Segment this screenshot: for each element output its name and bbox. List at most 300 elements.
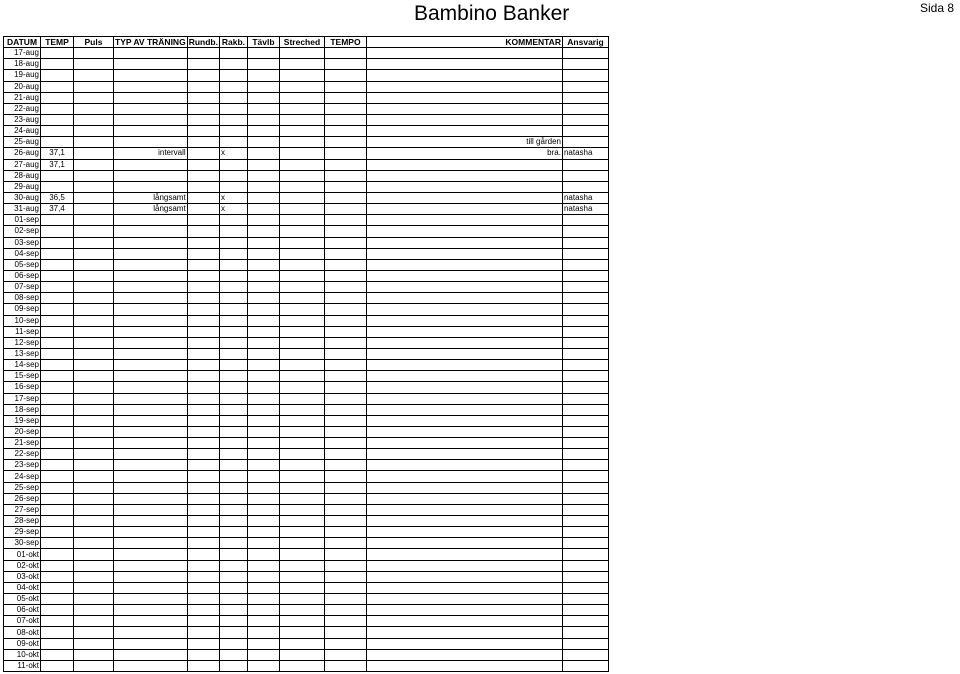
cell-kommentar[interactable] (366, 348, 562, 359)
cell-temp[interactable] (41, 516, 74, 527)
cell-streched[interactable] (279, 594, 324, 605)
cell-date[interactable]: 08-okt (4, 627, 41, 638)
cell-rakb[interactable] (219, 493, 247, 504)
cell-ansvarig[interactable]: natasha (562, 148, 608, 159)
cell-puls[interactable] (74, 471, 114, 482)
cell-tavlb[interactable] (247, 426, 279, 437)
cell-tavlb[interactable] (247, 504, 279, 515)
cell-typ[interactable] (114, 504, 188, 515)
cell-kommentar[interactable] (366, 103, 562, 114)
cell-typ[interactable] (114, 660, 188, 671)
cell-streched[interactable] (279, 582, 324, 593)
cell-date[interactable]: 30-sep (4, 538, 41, 549)
cell-typ[interactable] (114, 270, 188, 281)
cell-date[interactable]: 24-aug (4, 126, 41, 137)
cell-tempo[interactable] (324, 170, 366, 181)
cell-typ[interactable] (114, 48, 188, 59)
cell-kommentar[interactable] (366, 627, 562, 638)
cell-tavlb[interactable] (247, 371, 279, 382)
cell-rakb[interactable] (219, 103, 247, 114)
cell-streched[interactable] (279, 471, 324, 482)
cell-rundb[interactable] (187, 159, 219, 170)
cell-tempo[interactable] (324, 237, 366, 248)
cell-tempo[interactable] (324, 126, 366, 137)
cell-tempo[interactable] (324, 293, 366, 304)
cell-rakb[interactable] (219, 92, 247, 103)
cell-rakb[interactable] (219, 159, 247, 170)
cell-tavlb[interactable] (247, 605, 279, 616)
cell-tempo[interactable] (324, 549, 366, 560)
cell-typ[interactable] (114, 114, 188, 125)
cell-rundb[interactable] (187, 348, 219, 359)
cell-tempo[interactable] (324, 660, 366, 671)
cell-typ[interactable] (114, 382, 188, 393)
cell-rundb[interactable] (187, 426, 219, 437)
cell-rakb[interactable] (219, 293, 247, 304)
cell-rakb[interactable] (219, 270, 247, 281)
cell-rundb[interactable] (187, 148, 219, 159)
cell-puls[interactable] (74, 248, 114, 259)
cell-temp[interactable]: 36,5 (41, 192, 74, 203)
cell-rundb[interactable] (187, 538, 219, 549)
cell-ansvarig[interactable] (562, 460, 608, 471)
cell-tempo[interactable] (324, 337, 366, 348)
cell-streched[interactable] (279, 415, 324, 426)
cell-temp[interactable] (41, 404, 74, 415)
cell-kommentar[interactable] (366, 92, 562, 103)
cell-streched[interactable] (279, 571, 324, 582)
cell-kommentar[interactable] (366, 282, 562, 293)
cell-tavlb[interactable] (247, 560, 279, 571)
cell-tempo[interactable] (324, 627, 366, 638)
cell-tempo[interactable] (324, 304, 366, 315)
cell-typ[interactable] (114, 181, 188, 192)
cell-rundb[interactable] (187, 449, 219, 460)
cell-rakb[interactable] (219, 114, 247, 125)
cell-kommentar[interactable] (366, 393, 562, 404)
cell-tavlb[interactable] (247, 137, 279, 148)
cell-ansvarig[interactable] (562, 59, 608, 70)
cell-tavlb[interactable] (247, 549, 279, 560)
cell-puls[interactable] (74, 649, 114, 660)
cell-streched[interactable] (279, 538, 324, 549)
cell-rundb[interactable] (187, 192, 219, 203)
cell-date[interactable]: 13-sep (4, 348, 41, 359)
cell-rundb[interactable] (187, 616, 219, 627)
cell-puls[interactable] (74, 192, 114, 203)
cell-temp[interactable] (41, 493, 74, 504)
cell-tavlb[interactable] (247, 415, 279, 426)
cell-rundb[interactable] (187, 103, 219, 114)
cell-puls[interactable] (74, 315, 114, 326)
cell-tavlb[interactable] (247, 81, 279, 92)
cell-kommentar[interactable] (366, 382, 562, 393)
cell-temp[interactable] (41, 48, 74, 59)
cell-temp[interactable]: 37,1 (41, 148, 74, 159)
cell-streched[interactable] (279, 460, 324, 471)
cell-tempo[interactable] (324, 404, 366, 415)
cell-temp[interactable] (41, 70, 74, 81)
cell-streched[interactable] (279, 382, 324, 393)
cell-tempo[interactable] (324, 181, 366, 192)
cell-kommentar[interactable] (366, 159, 562, 170)
cell-tempo[interactable] (324, 59, 366, 70)
cell-tempo[interactable] (324, 114, 366, 125)
cell-puls[interactable] (74, 282, 114, 293)
cell-ansvarig[interactable] (562, 215, 608, 226)
cell-rakb[interactable] (219, 415, 247, 426)
cell-tavlb[interactable] (247, 616, 279, 627)
cell-ansvarig[interactable] (562, 70, 608, 81)
cell-ansvarig[interactable] (562, 181, 608, 192)
cell-typ[interactable] (114, 649, 188, 660)
cell-ansvarig[interactable] (562, 471, 608, 482)
cell-date[interactable]: 16-sep (4, 382, 41, 393)
cell-date[interactable]: 11-okt (4, 660, 41, 671)
cell-rundb[interactable] (187, 215, 219, 226)
cell-rundb[interactable] (187, 70, 219, 81)
cell-typ[interactable] (114, 460, 188, 471)
cell-typ[interactable] (114, 582, 188, 593)
cell-rakb[interactable] (219, 393, 247, 404)
cell-puls[interactable] (74, 638, 114, 649)
cell-typ[interactable] (114, 126, 188, 137)
cell-ansvarig[interactable] (562, 103, 608, 114)
cell-date[interactable]: 29-aug (4, 181, 41, 192)
cell-rakb[interactable] (219, 582, 247, 593)
cell-rakb[interactable] (219, 471, 247, 482)
cell-typ[interactable] (114, 137, 188, 148)
cell-tempo[interactable] (324, 360, 366, 371)
cell-date[interactable]: 31-aug (4, 204, 41, 215)
cell-streched[interactable] (279, 560, 324, 571)
cell-tempo[interactable] (324, 348, 366, 359)
cell-rakb[interactable] (219, 627, 247, 638)
cell-tempo[interactable] (324, 415, 366, 426)
cell-temp[interactable] (41, 215, 74, 226)
cell-tavlb[interactable] (247, 404, 279, 415)
cell-tavlb[interactable] (247, 326, 279, 337)
cell-date[interactable]: 05-sep (4, 259, 41, 270)
cell-date[interactable]: 19-aug (4, 70, 41, 81)
cell-tavlb[interactable] (247, 159, 279, 170)
cell-puls[interactable] (74, 48, 114, 59)
cell-streched[interactable] (279, 326, 324, 337)
cell-tavlb[interactable] (247, 48, 279, 59)
cell-tavlb[interactable] (247, 638, 279, 649)
cell-rakb[interactable] (219, 237, 247, 248)
cell-puls[interactable] (74, 204, 114, 215)
cell-tavlb[interactable] (247, 438, 279, 449)
cell-tavlb[interactable] (247, 493, 279, 504)
cell-date[interactable]: 17-sep (4, 393, 41, 404)
cell-rakb[interactable] (219, 449, 247, 460)
cell-rakb[interactable] (219, 181, 247, 192)
cell-rakb[interactable] (219, 504, 247, 515)
cell-date[interactable]: 29-sep (4, 527, 41, 538)
cell-date[interactable]: 04-okt (4, 582, 41, 593)
cell-date[interactable]: 28-sep (4, 516, 41, 527)
cell-streched[interactable] (279, 315, 324, 326)
cell-streched[interactable] (279, 393, 324, 404)
cell-tavlb[interactable] (247, 482, 279, 493)
cell-kommentar[interactable] (366, 471, 562, 482)
cell-ansvarig[interactable] (562, 404, 608, 415)
cell-temp[interactable] (41, 114, 74, 125)
cell-date[interactable]: 30-aug (4, 192, 41, 203)
cell-rundb[interactable] (187, 415, 219, 426)
cell-tempo[interactable] (324, 460, 366, 471)
cell-tavlb[interactable] (247, 348, 279, 359)
cell-puls[interactable] (74, 92, 114, 103)
cell-rakb[interactable] (219, 426, 247, 437)
cell-ansvarig[interactable] (562, 114, 608, 125)
cell-typ[interactable] (114, 482, 188, 493)
cell-typ[interactable] (114, 70, 188, 81)
cell-kommentar[interactable] (366, 126, 562, 137)
cell-ansvarig[interactable] (562, 549, 608, 560)
cell-puls[interactable] (74, 103, 114, 114)
cell-date[interactable]: 25-sep (4, 482, 41, 493)
cell-date[interactable]: 01-sep (4, 215, 41, 226)
cell-kommentar[interactable] (366, 371, 562, 382)
cell-streched[interactable] (279, 81, 324, 92)
cell-streched[interactable] (279, 616, 324, 627)
cell-date[interactable]: 07-okt (4, 616, 41, 627)
cell-temp[interactable] (41, 382, 74, 393)
cell-tavlb[interactable] (247, 181, 279, 192)
cell-rakb[interactable] (219, 259, 247, 270)
cell-puls[interactable] (74, 482, 114, 493)
cell-temp[interactable] (41, 282, 74, 293)
cell-typ[interactable] (114, 549, 188, 560)
cell-rundb[interactable] (187, 438, 219, 449)
cell-temp[interactable] (41, 482, 74, 493)
cell-kommentar[interactable] (366, 538, 562, 549)
cell-puls[interactable] (74, 293, 114, 304)
cell-tavlb[interactable] (247, 126, 279, 137)
cell-puls[interactable] (74, 114, 114, 125)
cell-temp[interactable] (41, 259, 74, 270)
cell-temp[interactable] (41, 582, 74, 593)
cell-puls[interactable] (74, 159, 114, 170)
cell-tempo[interactable] (324, 605, 366, 616)
cell-ansvarig[interactable] (562, 482, 608, 493)
cell-kommentar[interactable] (366, 415, 562, 426)
cell-kommentar[interactable] (366, 215, 562, 226)
cell-typ[interactable] (114, 92, 188, 103)
cell-typ[interactable] (114, 616, 188, 627)
cell-rundb[interactable] (187, 594, 219, 605)
cell-puls[interactable] (74, 426, 114, 437)
cell-kommentar[interactable] (366, 304, 562, 315)
cell-ansvarig[interactable] (562, 493, 608, 504)
cell-streched[interactable] (279, 170, 324, 181)
cell-rundb[interactable] (187, 59, 219, 70)
cell-tavlb[interactable] (247, 660, 279, 671)
cell-tavlb[interactable] (247, 114, 279, 125)
cell-date[interactable]: 19-sep (4, 415, 41, 426)
cell-puls[interactable] (74, 538, 114, 549)
cell-streched[interactable] (279, 92, 324, 103)
cell-typ[interactable] (114, 471, 188, 482)
cell-rakb[interactable] (219, 382, 247, 393)
cell-streched[interactable] (279, 449, 324, 460)
cell-date[interactable]: 06-okt (4, 605, 41, 616)
cell-streched[interactable] (279, 504, 324, 515)
cell-ansvarig[interactable] (562, 415, 608, 426)
cell-rundb[interactable] (187, 92, 219, 103)
cell-tempo[interactable] (324, 70, 366, 81)
cell-tempo[interactable] (324, 560, 366, 571)
cell-kommentar[interactable] (366, 660, 562, 671)
cell-tavlb[interactable] (247, 471, 279, 482)
cell-tempo[interactable] (324, 482, 366, 493)
cell-date[interactable]: 18-aug (4, 59, 41, 70)
cell-temp[interactable] (41, 137, 74, 148)
cell-ansvarig[interactable] (562, 582, 608, 593)
cell-rakb[interactable] (219, 248, 247, 259)
cell-tempo[interactable] (324, 326, 366, 337)
cell-puls[interactable] (74, 237, 114, 248)
cell-temp[interactable] (41, 348, 74, 359)
cell-rundb[interactable] (187, 460, 219, 471)
cell-temp[interactable] (41, 649, 74, 660)
cell-tempo[interactable] (324, 137, 366, 148)
cell-tavlb[interactable] (247, 92, 279, 103)
cell-kommentar[interactable] (366, 170, 562, 181)
cell-tempo[interactable] (324, 504, 366, 515)
cell-typ[interactable] (114, 81, 188, 92)
cell-typ[interactable] (114, 538, 188, 549)
cell-streched[interactable] (279, 638, 324, 649)
cell-date[interactable]: 10-sep (4, 315, 41, 326)
cell-kommentar[interactable] (366, 181, 562, 192)
cell-temp[interactable] (41, 471, 74, 482)
cell-ansvarig[interactable] (562, 248, 608, 259)
cell-ansvarig[interactable] (562, 92, 608, 103)
cell-tempo[interactable] (324, 438, 366, 449)
cell-ansvarig[interactable] (562, 326, 608, 337)
cell-tempo[interactable] (324, 81, 366, 92)
cell-ansvarig[interactable] (562, 226, 608, 237)
cell-streched[interactable] (279, 148, 324, 159)
cell-puls[interactable] (74, 393, 114, 404)
cell-ansvarig[interactable] (562, 170, 608, 181)
cell-puls[interactable] (74, 181, 114, 192)
cell-date[interactable]: 23-aug (4, 114, 41, 125)
cell-rundb[interactable] (187, 126, 219, 137)
cell-tavlb[interactable] (247, 315, 279, 326)
cell-puls[interactable] (74, 449, 114, 460)
cell-kommentar[interactable] (366, 81, 562, 92)
cell-temp[interactable] (41, 549, 74, 560)
cell-puls[interactable] (74, 438, 114, 449)
cell-ansvarig[interactable] (562, 348, 608, 359)
cell-puls[interactable] (74, 59, 114, 70)
cell-temp[interactable] (41, 337, 74, 348)
cell-temp[interactable] (41, 92, 74, 103)
cell-streched[interactable] (279, 59, 324, 70)
cell-rundb[interactable] (187, 337, 219, 348)
cell-streched[interactable] (279, 371, 324, 382)
cell-puls[interactable] (74, 326, 114, 337)
cell-kommentar[interactable] (366, 59, 562, 70)
cell-temp[interactable] (41, 181, 74, 192)
cell-kommentar[interactable] (366, 460, 562, 471)
cell-kommentar[interactable] (366, 114, 562, 125)
cell-tempo[interactable] (324, 148, 366, 159)
cell-rakb[interactable] (219, 81, 247, 92)
cell-rundb[interactable] (187, 371, 219, 382)
cell-typ[interactable] (114, 259, 188, 270)
cell-rundb[interactable] (187, 560, 219, 571)
cell-tempo[interactable] (324, 649, 366, 660)
cell-temp[interactable] (41, 616, 74, 627)
cell-date[interactable]: 04-sep (4, 248, 41, 259)
cell-puls[interactable] (74, 415, 114, 426)
cell-date[interactable]: 20-aug (4, 81, 41, 92)
cell-kommentar[interactable] (366, 360, 562, 371)
cell-typ[interactable] (114, 326, 188, 337)
cell-ansvarig[interactable] (562, 449, 608, 460)
cell-typ[interactable] (114, 248, 188, 259)
cell-typ[interactable] (114, 426, 188, 437)
cell-temp[interactable] (41, 270, 74, 281)
cell-rundb[interactable] (187, 638, 219, 649)
cell-streched[interactable] (279, 360, 324, 371)
cell-rakb[interactable] (219, 638, 247, 649)
cell-rakb[interactable] (219, 348, 247, 359)
cell-rakb[interactable]: x (219, 204, 247, 215)
cell-tavlb[interactable] (247, 627, 279, 638)
cell-typ[interactable] (114, 594, 188, 605)
cell-kommentar[interactable] (366, 493, 562, 504)
cell-rakb[interactable] (219, 438, 247, 449)
cell-typ[interactable] (114, 605, 188, 616)
cell-streched[interactable] (279, 126, 324, 137)
cell-streched[interactable] (279, 337, 324, 348)
cell-tempo[interactable] (324, 571, 366, 582)
cell-date[interactable]: 27-sep (4, 504, 41, 515)
cell-tavlb[interactable] (247, 360, 279, 371)
cell-ansvarig[interactable] (562, 616, 608, 627)
cell-temp[interactable] (41, 527, 74, 538)
cell-tavlb[interactable] (247, 460, 279, 471)
cell-kommentar[interactable]: bra. (366, 148, 562, 159)
cell-rundb[interactable] (187, 527, 219, 538)
cell-rundb[interactable] (187, 360, 219, 371)
cell-streched[interactable] (279, 282, 324, 293)
cell-temp[interactable] (41, 226, 74, 237)
cell-tempo[interactable] (324, 594, 366, 605)
cell-ansvarig[interactable] (562, 516, 608, 527)
cell-typ[interactable] (114, 627, 188, 638)
cell-typ[interactable] (114, 438, 188, 449)
cell-date[interactable]: 26-aug (4, 148, 41, 159)
cell-streched[interactable] (279, 605, 324, 616)
cell-temp[interactable] (41, 371, 74, 382)
cell-streched[interactable] (279, 237, 324, 248)
cell-kommentar[interactable] (366, 549, 562, 560)
cell-kommentar[interactable] (366, 270, 562, 281)
cell-kommentar[interactable] (366, 192, 562, 203)
cell-kommentar[interactable] (366, 571, 562, 582)
cell-puls[interactable] (74, 170, 114, 181)
cell-rakb[interactable] (219, 538, 247, 549)
cell-rundb[interactable] (187, 482, 219, 493)
cell-ansvarig[interactable] (562, 594, 608, 605)
